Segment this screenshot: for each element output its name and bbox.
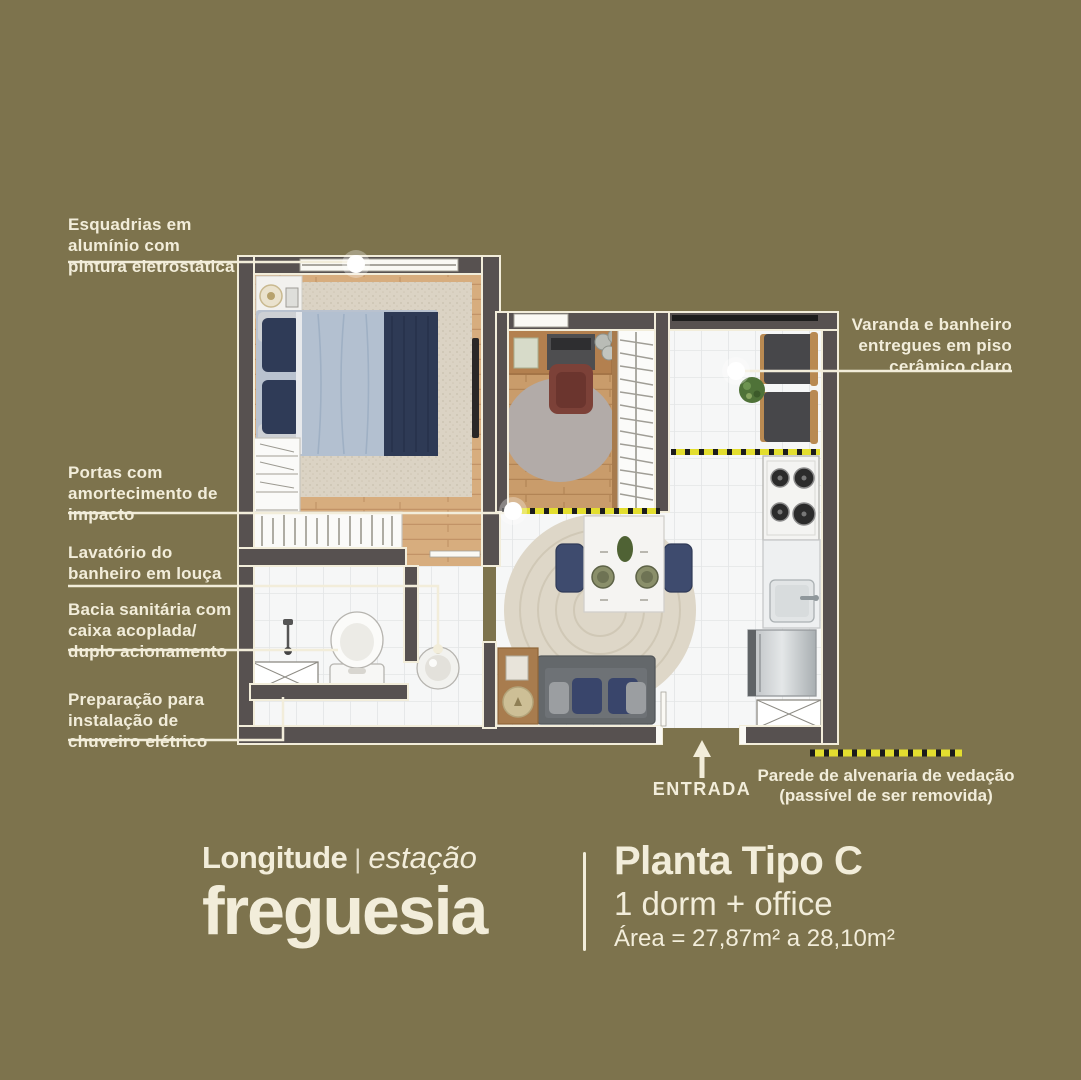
annotation-line: Portas com [68, 463, 163, 482]
dining-table [584, 516, 664, 612]
annotation-chuveiro [68, 689, 207, 752]
stove [763, 456, 819, 540]
brand-line [202, 841, 486, 876]
annotation-line: Esquadrias em [68, 215, 192, 234]
balcony-chair [760, 390, 818, 444]
annotation-bacia [68, 599, 232, 662]
side-table [498, 648, 538, 724]
balcony-glass [672, 315, 818, 321]
brand-subname: estação [368, 840, 477, 875]
annotation-line: impacto [68, 505, 135, 524]
toilet [330, 612, 384, 688]
entrance-jamb [740, 726, 746, 744]
brand-name: Longitude [202, 840, 348, 875]
annotation-line: amortecimento de [68, 484, 218, 503]
sink-counter [763, 540, 820, 628]
plan-rooms: 1 dorm + office [614, 885, 833, 922]
annotation-portas [68, 462, 218, 525]
office-door [514, 314, 568, 327]
dining-chair [664, 544, 692, 592]
annotation-line: Lavatório do [68, 543, 173, 562]
annotation-line: banheiro em louça [68, 564, 222, 583]
annotation-lavatorio [68, 542, 222, 584]
office-closet [612, 330, 655, 510]
legend-line: (passível de ser removida) [779, 786, 993, 805]
project-name: freguesia [202, 873, 487, 949]
bedroom-door [430, 551, 480, 557]
brand-separator: | [354, 844, 362, 874]
legend-line: Parede de alvenaria de vedação [757, 766, 1015, 785]
annotation-line: Varanda e banheiro [851, 315, 1012, 334]
entrance-jamb [656, 726, 662, 744]
annotation-line: instalação de [68, 711, 179, 730]
tv [472, 338, 479, 438]
annotation-line: Bacia sanitária com [68, 600, 232, 619]
annotation-line: chuveiro elétrico [68, 732, 208, 751]
balcony-chair [760, 332, 818, 386]
annotation-line: alumínio com [68, 236, 180, 255]
vertical-divider [583, 852, 586, 951]
plan-area: Área = 27,87m² a 28,10m² [614, 925, 895, 952]
annotation-line: Preparação para [68, 690, 205, 709]
annotation-line: cerâmico claro [889, 357, 1012, 376]
entrance-door-leaf [661, 692, 666, 726]
dining-chair [556, 544, 584, 592]
plan-info-block [614, 838, 895, 954]
annotation-esquadrias [68, 214, 235, 277]
annotation-line: entregues em piso [858, 336, 1012, 355]
entrance-arrow-icon [693, 740, 711, 778]
utility-box [757, 700, 821, 728]
brand-block [202, 841, 486, 948]
sofa [537, 656, 655, 724]
annotation-varanda [852, 314, 1012, 377]
double-bed [256, 310, 438, 456]
annotation-line: duplo acionamento [68, 642, 228, 661]
entrance-label: ENTRADA [652, 779, 752, 799]
annotation-line: pintura eletrostática [68, 257, 235, 276]
plan-type: Planta Tipo C [614, 839, 863, 883]
fridge [748, 630, 816, 696]
annotation-line: caixa acoplada/ [68, 621, 197, 640]
removable-wall-legend [752, 766, 1020, 806]
